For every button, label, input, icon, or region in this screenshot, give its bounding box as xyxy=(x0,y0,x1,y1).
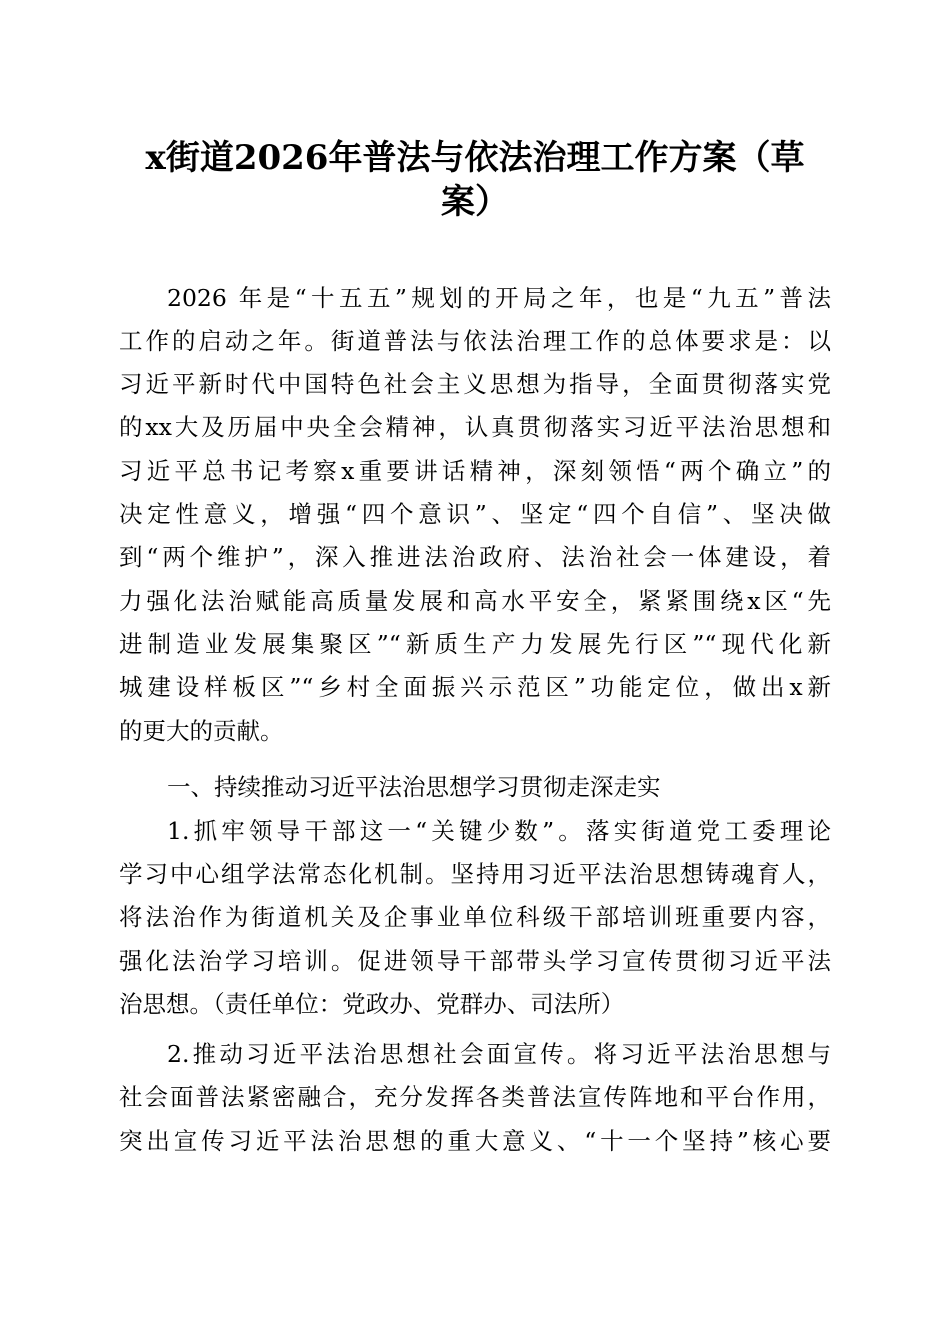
text-line: 决定性意义，增强“四个意识”、坚定“四个自信”、坚决做 xyxy=(119,500,831,528)
text-line: 1.抓牢领导干部这一“关键少数”。落实街道党工委理论 xyxy=(167,817,831,845)
text-line: 将法治作为街道机关及企事业单位科级干部培训班重要内容， xyxy=(119,903,831,931)
text-line: 力强化法治赋能高质量发展和高水平安全，紧紧围绕x区“先 xyxy=(119,587,831,615)
text-line: 进制造业发展集聚区”“新质生产力发展先行区”“现代化新 xyxy=(119,630,831,658)
text-line: 城建设样板区”“乡村全面振兴示范区”功能定位，做出x新 xyxy=(119,673,831,701)
text-line: 习近平新时代中国特色社会主义思想为指导，全面贯彻落实党 xyxy=(119,370,831,398)
text-line: 强化法治学习培训。促进领导干部带头学习宣传贯彻习近平法 xyxy=(119,947,831,975)
section-1-heading: 一、持续推动习近平法治思想学习贯彻走深走实 xyxy=(167,773,661,801)
document-title-line-1: x街道2026年普法与依法治理工作方案（草 xyxy=(145,138,805,178)
text-line: 学习中心组学法常态化机制。坚持用习近平法治思想铸魂育人， xyxy=(119,860,831,888)
text-line: 的xx大及历届中央全会精神，认真贯彻落实习近平法治思想和 xyxy=(119,413,831,441)
text-line: 2.推动习近平法治思想社会面宣传。将习近平法治思想与 xyxy=(167,1040,831,1068)
text-line: 治思想。（责任单位：党政办、党群办、司法所） xyxy=(119,990,625,1018)
text-line: 到“两个维护”，深入推进法治政府、法治社会一体建设，着 xyxy=(119,543,831,571)
text-line: 突出宣传习近平法治思想的重大意义、“十一个坚持”核心要 xyxy=(119,1127,831,1155)
document-title-line-2: 案） xyxy=(441,182,509,222)
text-line: 的更大的贡献。 xyxy=(119,717,284,745)
text-line: 习近平总书记考察x重要讲话精神，深刻领悟“两个确立”的 xyxy=(119,457,831,485)
text-line: 工作的启动之年。街道普法与依法治理工作的总体要求是：以 xyxy=(119,327,831,355)
text-line: 2026 年是“十五五”规划的开局之年，也是“九五”普法 xyxy=(167,284,831,312)
text-line: 社会面普法紧密融合，充分发挥各类普法宣传阵地和平台作用， xyxy=(119,1083,831,1111)
